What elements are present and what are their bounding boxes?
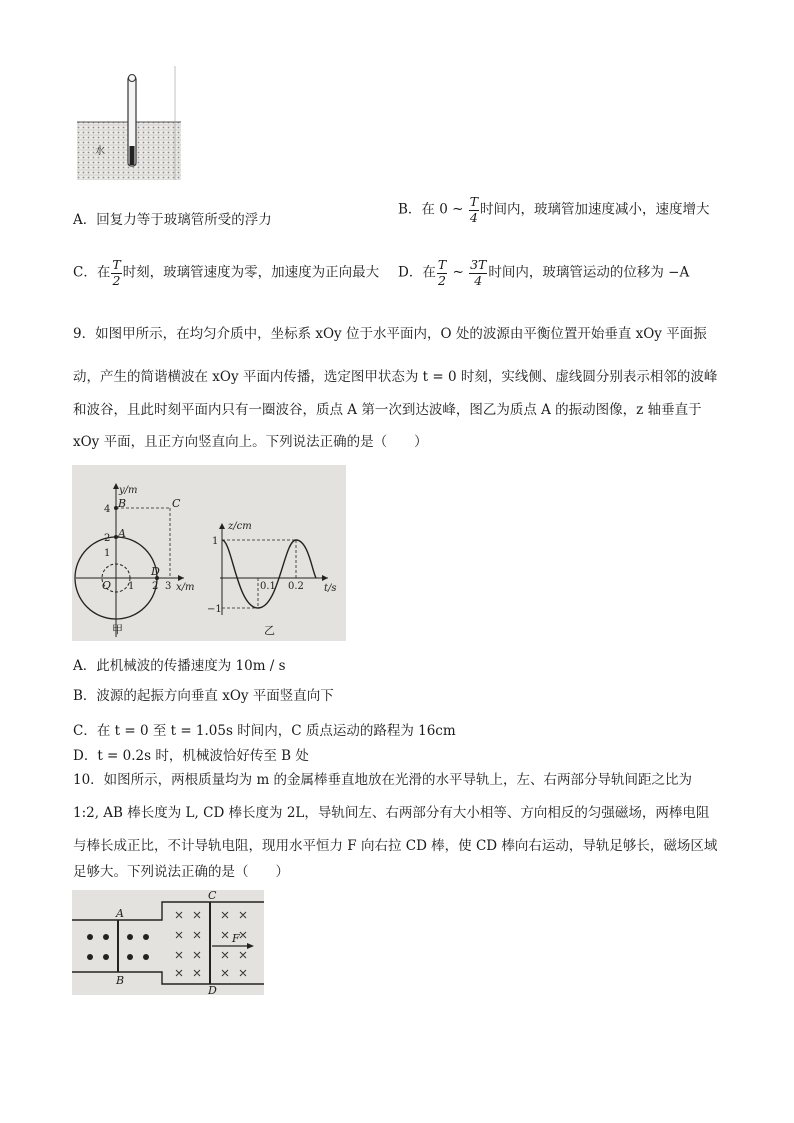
t-tick: 0.1 <box>260 581 276 592</box>
fraction: $\frac{T}{4}$ <box>469 194 479 225</box>
q10-stem-line: 足够大。下列说法正确的是（ ） <box>73 864 289 880</box>
q9-option-b: B．波源的起振方向垂直 xOy 平面竖直向下 <box>73 688 334 704</box>
vibration-curve <box>222 540 316 608</box>
q8-option-d: D．在 $\frac{T}{2}$ ~ $\frac{3T}{4}$ 时间内，玻璃管运动的位移为 −A <box>398 257 690 288</box>
t-axis-label: t/s <box>324 583 337 594</box>
z-axis-label: z/cm <box>228 521 252 532</box>
rod-label-b: B <box>116 974 125 987</box>
point-a-label: A <box>118 527 126 540</box>
q10-stem-line: 10．如图所示，两根质量均为 m 的金属棒垂直地放在光滑的水平导轨上，左、右两部分导轨间距之比为 <box>73 772 693 788</box>
fraction: $\frac{T}{2}$ <box>112 257 121 288</box>
y-axis-label: y/m <box>119 485 138 496</box>
q8-option-a: A．回复力等于玻璃管所受的浮力 <box>73 212 272 228</box>
y-tick: 2 <box>104 533 111 544</box>
q8-option-c: C．在 $\frac{T}{2}$ 时刻，玻璃管速度为零，加速度为正向最大 <box>73 257 380 288</box>
caption-yi: 乙 <box>264 624 275 637</box>
q10-stem-line: 与棒长成正比，不计导轨电阻，现用水平恒力 F 向右拉 CD 棒，使 CD 棒向右运动，导轨足够长，磁场区域 <box>73 838 718 854</box>
wave-figure <box>72 465 346 641</box>
y-tick: 4 <box>104 504 111 515</box>
q10-stem-line: 1:2, AB 棒长度为 L, CD 棒长度为 2L，导轨间左、右两部分有大小相等、方向相反的匀强磁场，两棒电阻 <box>73 805 710 821</box>
t-tick: 0.2 <box>288 581 304 592</box>
caption-jia: 甲 <box>112 623 123 636</box>
point-c-label: C <box>172 497 181 510</box>
point-b-label: B <box>118 497 127 510</box>
fraction: $\frac{T}{2}$ <box>437 257 447 288</box>
point-o-label: O <box>102 579 112 592</box>
x-axis-label: x/m <box>176 582 195 593</box>
q8-b-pre: B．在 0 ~ <box>398 201 468 218</box>
q9-option-c: C．在 t = 0 至 t = 1.05s 时间内，C 质点运动的路程为 16cm <box>73 723 456 739</box>
water-label: 水 <box>95 146 105 157</box>
rod-label-a: A <box>116 907 124 920</box>
rod-label-c: C <box>208 890 217 902</box>
force-label: F <box>232 932 240 945</box>
x-tick: 1 <box>128 581 135 592</box>
q9-stem-line: 9．如图甲所示，在均匀介质中，坐标系 xOy 位于水平面内，O 处的波源由平衡位置开始垂直 xOy 平面振 <box>73 326 707 342</box>
q9-stem-line: xOy 平面，且正方向竖直向上。下列说法正确的是（ ） <box>73 434 428 450</box>
y-tick: 1 <box>104 548 111 559</box>
q8-b-post: 时间内，玻璃管加速度减小，速度增大 <box>480 201 710 218</box>
q9-stem-line: 和波谷，且此时刻平面内只有一圈波谷，质点 A 第一次到达波峰，图乙为质点 A 的振动图像，z 轴垂直于 <box>73 402 702 418</box>
x-tick: 2 <box>152 581 159 592</box>
fraction: $\frac{3T}{4}$ <box>470 257 487 288</box>
z-tick: −1 <box>207 604 222 615</box>
q8-option-b <box>398 196 710 224</box>
rod-label-d: D <box>208 984 217 995</box>
q9-option-d: D．t = 0.2s 时，机械波恰好传至 B 处 <box>73 748 309 764</box>
point-d-label: D <box>151 565 160 578</box>
tube-figure <box>77 66 181 180</box>
z-tick: 1 <box>212 536 219 547</box>
q9-stem-line: 动，产生的简谐横波在 xOy 平面内传播，选定图甲状态为 t = 0 时刻，实线侧、虚线圆分别表示相邻的波峰 <box>73 369 718 385</box>
x-tick: 3 <box>165 581 172 592</box>
rail-figure <box>72 890 264 995</box>
q9-option-a: A．此机械波的传播速度为 10m / s <box>73 658 286 674</box>
